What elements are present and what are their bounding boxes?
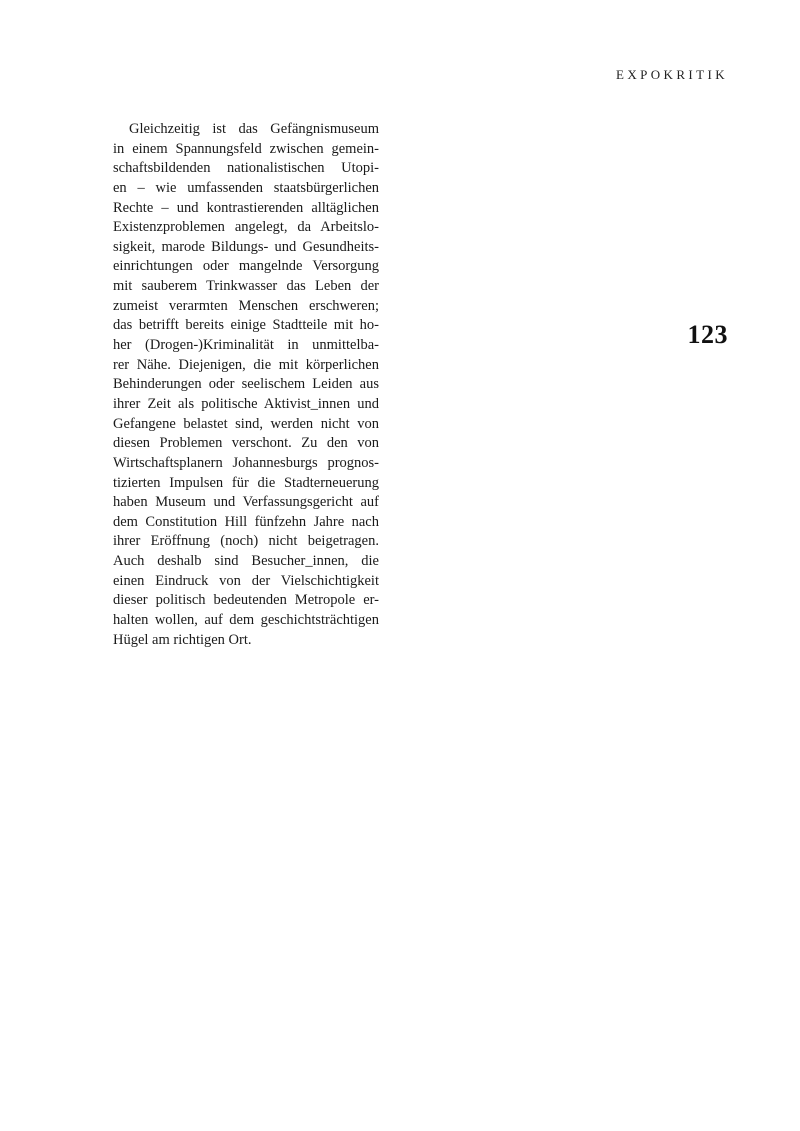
text-line: dem Constitution Hill fünfzehn Jahre nach bbox=[113, 513, 379, 530]
text-line: Gefangene belastet sind, werden nicht von bbox=[113, 415, 379, 432]
text-line: en – wie umfassenden staatsbürgerlichen bbox=[113, 179, 379, 196]
text-line: rer Nähe. Diejenigen, die mit körperlichen bbox=[113, 356, 379, 373]
text-line: diesen Problemen verschont. Zu den von bbox=[113, 435, 379, 452]
text-line: halten wollen, auf dem geschichtsträchtigen bbox=[113, 612, 379, 629]
text-line: in einem Spannungsfeld zwischen gemein- bbox=[113, 140, 379, 157]
page-number: 123 bbox=[687, 320, 728, 349]
text-line: einrichtungen oder mangelnde Versorgung bbox=[113, 258, 379, 275]
text-line: ihrer Eröffnung (noch) nicht beigetragen. bbox=[113, 533, 379, 550]
text-line: einen Eindruck von der Vielschichtigkeit bbox=[113, 572, 379, 589]
running-head: EXPOKRITIK bbox=[616, 67, 728, 82]
text-line: dieser politisch bedeutenden Metropole er- bbox=[113, 592, 379, 609]
text-line: haben Museum und Verfassungsgericht auf bbox=[113, 494, 379, 511]
text-line: schaftsbildenden nationalistischen Utopi- bbox=[113, 160, 379, 177]
text-line: mit sauberem Trinkwasser das Leben der bbox=[113, 278, 379, 295]
text-line: Wirtschaftsplanern Johannesburgs prognos- bbox=[113, 454, 379, 471]
text-line: ihrer Zeit als politische Aktivist_innen und bbox=[113, 395, 379, 412]
text-line: Gleichzeitig ist das Gefängnismuseum bbox=[129, 121, 379, 137]
text-line: her (Drogen-)Kriminalität in unmittelba- bbox=[113, 337, 379, 354]
text-line: tizierten Impulsen für die Stadterneuerung bbox=[113, 474, 379, 491]
text-line: Hügel am richtigen Ort. bbox=[113, 631, 252, 648]
body-paragraph bbox=[113, 120, 379, 650]
text-line: Rechte – und kontrastierenden alltäglichen bbox=[113, 199, 379, 216]
text-line: zumeist verarmten Menschen erschweren; bbox=[113, 297, 379, 314]
text-line: Existenzproblemen angelegt, da Arbeitslo- bbox=[113, 219, 379, 236]
text-line: Auch deshalb sind Besucher_innen, die bbox=[113, 553, 379, 570]
text-line: sigkeit, marode Bildungs- und Gesundheits- bbox=[113, 238, 379, 255]
text-line: Behinderungen oder seelischem Leiden aus bbox=[113, 376, 379, 393]
text-line: das betrifft bereits einige Stadtteile mit ho- bbox=[113, 317, 379, 334]
